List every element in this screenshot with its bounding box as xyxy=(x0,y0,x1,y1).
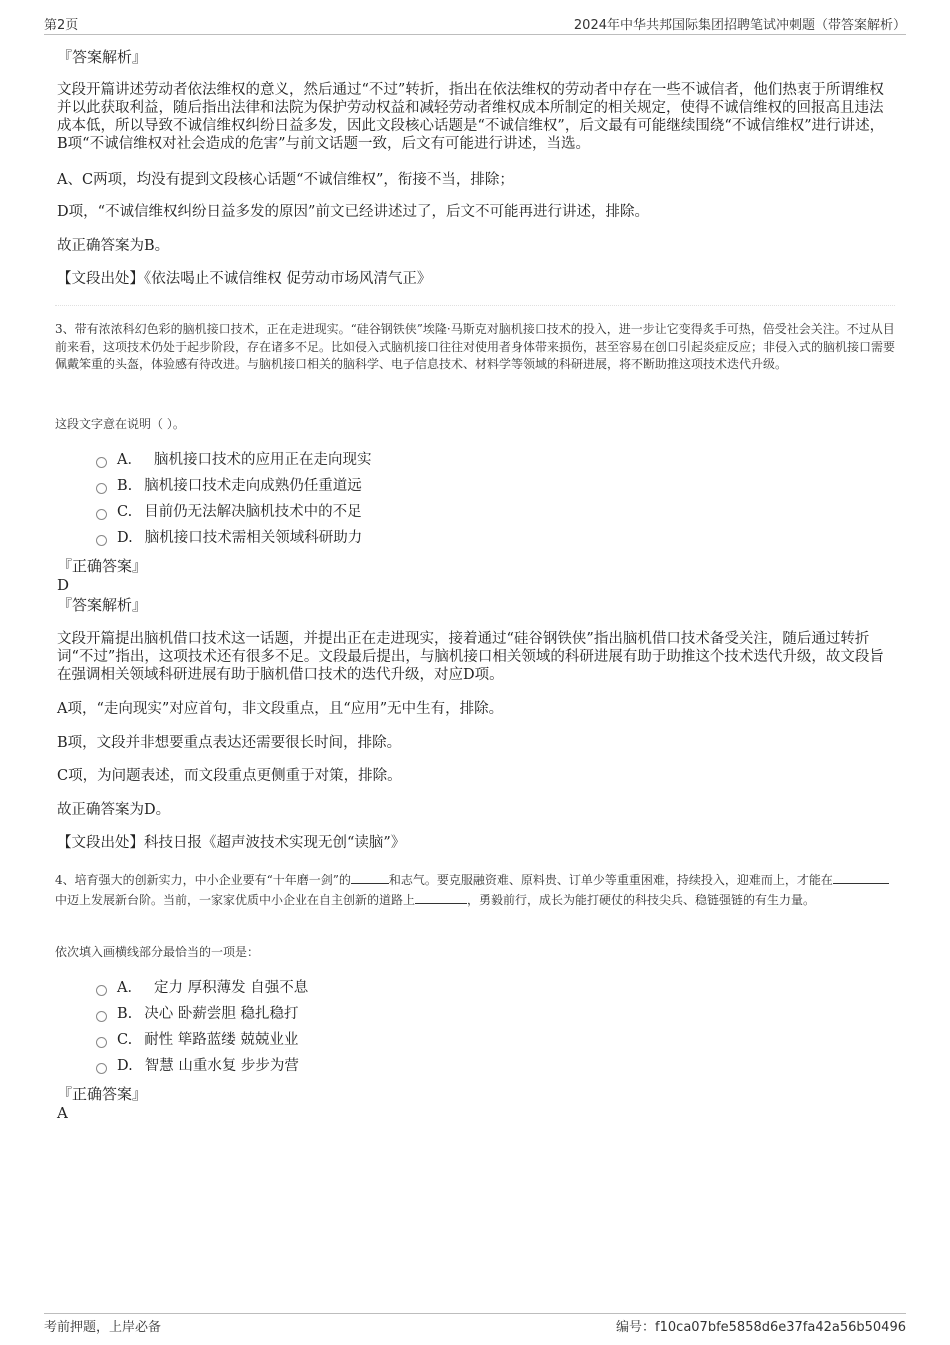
prev-note-d: D项，“不诚信维权纠纷日益多发的原因”前文已经讲述过了，后文不可能再进行讲述，排除。 xyxy=(57,204,649,220)
prev-note-ac: A、C两项，均没有提到文段核心话题“不诚信维权”，衔接不当，排除； xyxy=(57,172,514,188)
option-key: B. xyxy=(117,1006,133,1022)
radio-icon[interactable] xyxy=(96,509,107,520)
q3-stem: 3、带有浓浓科幻色彩的脑机接口技术，正在走进现实。“硅谷钢铁侠”埃隆·马斯克对脑机接口技术的投入，进一步让它变得炙手可热，倍受社会关注。不过从目前来看，这项技术仍处于起步阶段，存在诸多不足。比如侵入式脑机接口往往对使用者身体带来损伤，甚至容易在创口引起炎症反应；非侵入式的脑机接口需要佩戴笨重的头盔，体验感有待改进。与脑机接口相关的脑科学、电子信息技术、材料学等领域的科研进展，将不断助推这项技术迭代升级。 xyxy=(55,322,896,371)
option-key: B. xyxy=(117,478,133,494)
q3-answer-label: 『正确答案』 xyxy=(57,557,148,575)
fill-blank-2 xyxy=(833,870,889,884)
radio-icon[interactable] xyxy=(96,1011,107,1022)
page-number: 第2页 xyxy=(44,18,79,33)
radio-icon[interactable] xyxy=(96,483,107,494)
q4-option-c[interactable] xyxy=(96,1030,298,1050)
option-key: D. xyxy=(117,530,133,546)
q3-note-c: C项，为问题表述，而文段重点更侧重于对策，排除。 xyxy=(57,768,402,784)
q3-option-b[interactable] xyxy=(96,476,362,496)
q3-note-a: A项，“走向现实”对应首句，非文段重点，且“应用”无中生有，排除。 xyxy=(57,701,504,717)
q4-option-d[interactable] xyxy=(96,1056,299,1076)
q4-stem-part: 中迈上发展新台阶。当前，一家家优质中小企业在自主创新的道路上 xyxy=(55,892,416,907)
q4-stem-part: 4、培育强大的创新实力，中小企业要有“十年磨一剑”的 xyxy=(55,873,351,887)
q3-analysis-label: 『答案解析』 xyxy=(57,596,148,614)
fill-blank-1 xyxy=(351,870,389,884)
page-footer xyxy=(44,1313,906,1335)
document-id: 编号：f10ca07bfe5858d6e37fa42a56b50496 xyxy=(616,1320,906,1335)
prev-source: 【文段出处】《依法喝止不诚信维权 促劳动市场风清气正》 xyxy=(57,271,432,287)
option-text: 耐性 筚路蓝缕 兢兢业业 xyxy=(144,1032,299,1048)
q4-prompt: 依次填入画横线部分最恰当的一项是： xyxy=(55,945,260,959)
q4-option-a[interactable] xyxy=(96,978,308,998)
q3-option-a[interactable] xyxy=(96,450,371,470)
footer-slogan: 考前押题，上岸必备 xyxy=(44,1320,162,1335)
option-key: C. xyxy=(117,504,133,520)
q3-note-b: B项，文段并非想要重点表达还需要很长时间，排除。 xyxy=(57,735,402,751)
fill-blank-3 xyxy=(415,890,467,904)
radio-icon[interactable] xyxy=(96,535,107,546)
q4-stem xyxy=(55,870,900,909)
q4-stem-part: 和志气。要克服融资难、原料贵、订单少等重重困难，持续投入，迎难而上，才能在 xyxy=(388,873,833,887)
option-key: D. xyxy=(117,1058,133,1074)
option-text: 脑机接口技术走向成熟仍任重道远 xyxy=(144,478,362,494)
option-text: 智慧 山重水复 步步为营 xyxy=(144,1058,299,1074)
q3-option-c[interactable] xyxy=(96,502,362,522)
document-title: 2024年中华共邦国际集团招聘笔试冲刺题（带答案解析） xyxy=(573,18,906,33)
q3-analysis-text: 文段开篇提出脑机借口技术这一话题，并提出正在走进现实，接着通过“硅谷钢铁侠”指出脑机借口技术备受关注，随后通过转折词“不过”指出，这项技术还有很多不足。文段最后提出，与脑机接口相关领域的科研进展有助于助推这个技术迭代升级，故文段旨在强调相关领域科研进展有助于脑机借口技术的迭代升级，对应D项。 xyxy=(57,631,884,683)
radio-icon[interactable] xyxy=(96,1063,107,1074)
option-text: 目前仍无法解决脑机技术中的不足 xyxy=(144,504,362,520)
radio-icon[interactable] xyxy=(96,457,107,468)
option-text: 决心 卧薪尝胆 稳扎稳打 xyxy=(144,1006,299,1022)
q3-source: 【文段出处】科技日报《超声波技术实现无创“读脑”》 xyxy=(57,835,406,851)
prev-analysis-text: 文段开篇讲述劳动者依法维权的意义，然后通过“不过”转折，指出在依法维权的劳动者中存在一些不诚信者，他们热衷于所谓维权并以此获取利益，随后指出法律和法院为保护劳动权益和减轻劳动者维权成本所制定的相关规定，使得不诚信维权的回报高且违法成本低，所以导致不诚信维权纠纷日益多发，因此文段核心话题是“不诚信维权”，后文最有可能继续围绕“不诚信维权”进行讲述，B项“不诚信维权对社会造成的危害”与前文话题一致，后文有可能进行讲述，当选。 xyxy=(57,82,885,152)
q3-answer: D xyxy=(57,576,70,594)
q3-prompt: 这段文字意在说明（ ）。 xyxy=(55,417,185,431)
option-key: A． xyxy=(117,980,142,996)
q4-option-b[interactable] xyxy=(96,1004,298,1024)
q4-stem-part: ，勇毅前行，成长为能打硬仗的科技尖兵、稳链强链的有生力量。 xyxy=(467,892,816,907)
prev-analysis-label: 『答案解析』 xyxy=(57,48,148,66)
prev-conclusion: 故正确答案为B。 xyxy=(57,238,170,254)
option-text: 定力 厚积薄发 自强不息 xyxy=(153,980,309,996)
q4-answer: A xyxy=(57,1104,68,1122)
q3-conclusion: 故正确答案为D。 xyxy=(57,802,171,818)
option-text: 脑机接口技术的应用正在走向现实 xyxy=(153,452,372,468)
option-text: 脑机接口技术需相关领域科研助力 xyxy=(144,530,363,546)
option-key: C. xyxy=(117,1032,133,1048)
q3-option-d[interactable] xyxy=(96,528,362,548)
question-divider xyxy=(55,305,895,306)
option-key: A． xyxy=(117,452,142,468)
q4-answer-label: 『正确答案』 xyxy=(57,1085,148,1103)
page-header xyxy=(44,14,906,35)
radio-icon[interactable] xyxy=(96,985,107,996)
radio-icon[interactable] xyxy=(96,1037,107,1048)
